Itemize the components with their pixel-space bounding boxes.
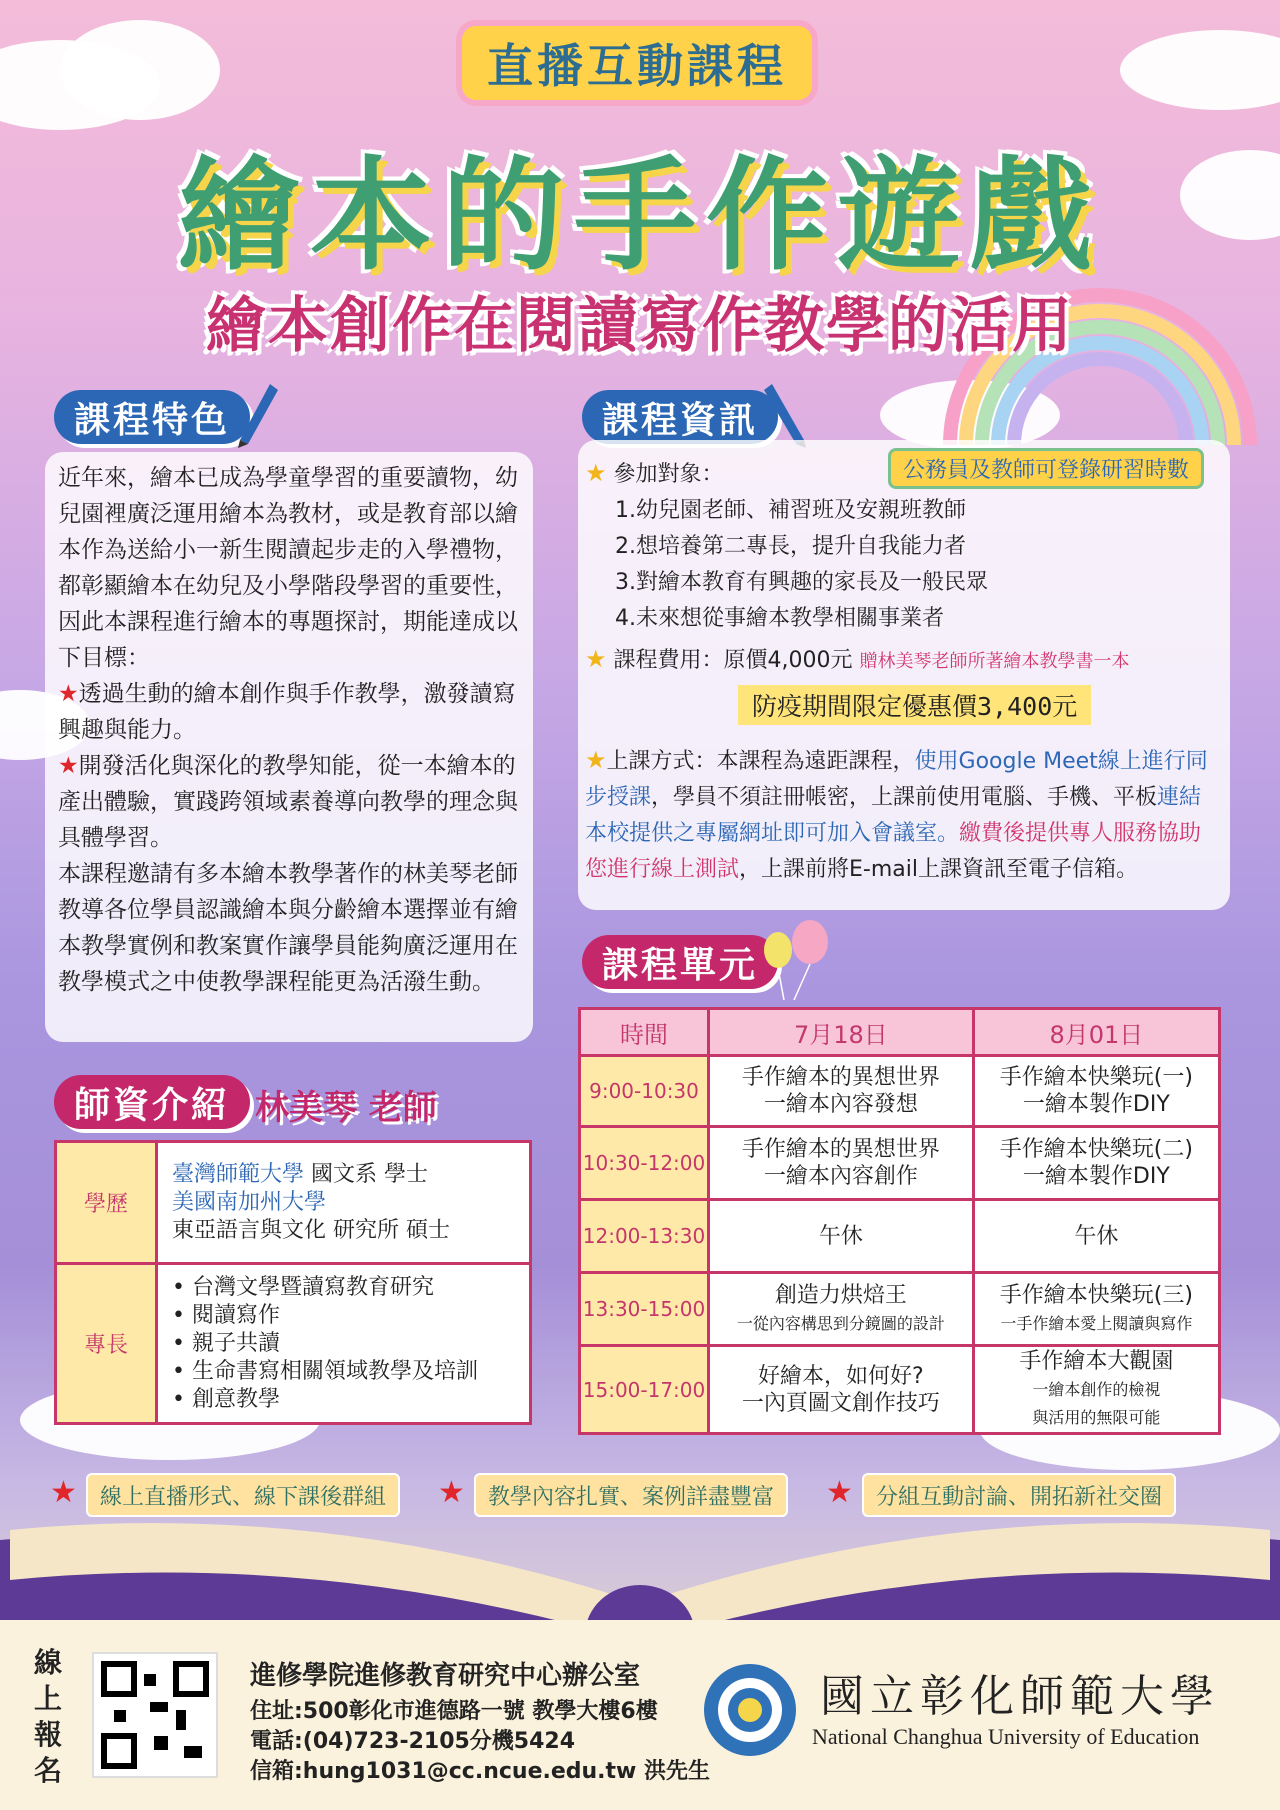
session-cell: 手作繪本快樂玩(三) 一手作繪本愛上閱讀與寫作 [973, 1273, 1219, 1346]
units-heading: 課程單元 [582, 935, 778, 989]
session-cell: 手作繪本大觀園 一繪本創作的檢視 與活用的無限可能 [973, 1346, 1219, 1434]
audience-item: 3.對繪本教育有興趣的家長及一般民眾 [615, 570, 988, 595]
star-icon: ★ [58, 681, 79, 707]
expertise-value [157, 1264, 531, 1424]
time-cell: 12:00-13:30 [580, 1200, 709, 1273]
session-cell: 手作繪本快樂玩(二) 一繪本製作DIY [973, 1127, 1219, 1200]
method-text: ★上課方式：本課程為遠距課程，使用Google Meet線上進行同步授課，學員不須註冊帳密，上課前使用電腦、手機、平板連結本校提供之專屬網址即可加入會議室。繳費後提供專人服務協助您進行線上測試，上課前將E-mail上課資訊至電子信箱。 [585, 746, 1208, 882]
star-icon: ★ [585, 746, 607, 774]
star-icon: ★ [50, 1475, 77, 1510]
pencil-icon [760, 378, 810, 448]
university-logo [700, 1660, 800, 1760]
table-row [580, 1200, 1220, 1273]
email[interactable]: 信箱:hung1031@cc.ncue.edu.tw 洪先生 [250, 1759, 711, 1784]
info-text [585, 455, 1235, 680]
features-closing: 本課程邀請有多本繪本教學著作的林美琴老師教導各位學員認識繪本與分齡繪本選擇並有繪本教學實例和教案實作讓學員能夠廣泛運用在教學模式之中使教學課程能更為活潑生動。 [58, 861, 518, 995]
office-name: 進修學院進修教育研究中心辦公室 [250, 1661, 641, 1691]
education-value: 臺灣師範大學 國文系 學士 美國南加州大學 東亞語言與文化 研究所 碩士 [157, 1142, 531, 1264]
university-name-zh: 國立彰化師範大學 [820, 1671, 1220, 1722]
page-title: 繪本的手作遊戲 [178, 145, 1102, 287]
teacher-heading: 師資介紹 [54, 1075, 250, 1129]
audience-item: 1.幼兒園老師、補習班及安親班教師 [615, 498, 966, 523]
star-icon: ★ [585, 645, 607, 673]
list-item: • 閱讀寫作 [172, 1302, 280, 1328]
info-heading: 課程資訊 [582, 390, 778, 444]
features-heading: 課程特色 [54, 390, 250, 444]
teacher-name: 林美琴 老師 [255, 1088, 437, 1128]
time-cell: 9:00-10:30 [580, 1056, 709, 1127]
features-text [58, 460, 528, 1000]
features-goal-1: ★透過生動的繪本創作與手作教學，激發讀寫興趣與能力。 [58, 681, 516, 743]
table-header-row [580, 1009, 1220, 1056]
university-name-en: National Changhua University of Education [812, 1724, 1200, 1749]
address: 住址:500彰化市進德路一號 教學大樓6樓 [250, 1699, 658, 1724]
list-item: • 生命書寫相關領域教學及培訓 [172, 1358, 478, 1384]
balloon-icon [758, 920, 838, 1000]
audience-item: 2.想培養第二專長，提升自我能力者 [615, 534, 966, 559]
table-row [56, 1142, 531, 1264]
time-cell: 10:30-12:00 [580, 1127, 709, 1200]
star-icon: ★ [826, 1475, 853, 1510]
audience-item: 4.未來想從事繪本教學相關事業者 [615, 606, 944, 631]
live-course-tag: 直播互動課程 [462, 26, 812, 100]
column-header: 時間 [580, 1009, 709, 1056]
list-item: • 創意教學 [172, 1386, 280, 1412]
highlight-badge: 教學內容扎實、案例詳盡豐富 [474, 1473, 788, 1517]
table-row [580, 1056, 1220, 1127]
star-icon: ★ [585, 459, 607, 487]
time-cell: 15:00-17:00 [580, 1346, 709, 1434]
session-cell: 手作繪本的異想世界 一繪本內容發想 [709, 1056, 974, 1127]
features-goal-2: ★開發活化與深化的教學知能，從一本繪本的產出體驗，實踐跨領域素養導向教學的理念與具體學習。 [58, 753, 518, 851]
register-label: 線上報名 [34, 1646, 63, 1787]
table-row [580, 1346, 1220, 1434]
audience-row: ★ 參加對象： [585, 459, 724, 487]
session-cell: 創造力烘焙王 一從內容構思到分鏡圖的設計 [709, 1273, 974, 1346]
star-icon: ★ [58, 753, 79, 779]
teacher-table [54, 1140, 532, 1425]
schedule-table [578, 1007, 1221, 1435]
features-intro: 近年來，繪本已成為學童學習的重要讀物，幼兒園裡廣泛運用繪本為教材，或是教育部以繪本作為送給小一新生閱讀起步走的入學禮物，都彰顯繪本在幼兒及小學階段學習的重要性，因此本課程進行繪本的專題探討，期能達成以下目標： [58, 465, 518, 671]
hours-badge: 公務員及教師可登錄研習時數 [888, 448, 1204, 489]
list-item: • 台灣文學暨讀寫教育研究 [172, 1274, 434, 1300]
table-row [56, 1264, 531, 1424]
discount-price: 防疫期間限定優惠價3,400元 [738, 685, 1091, 725]
cloud-decoration [60, 20, 220, 120]
expertise-label: 專長 [56, 1264, 157, 1424]
phone: 電話:(04)723-2105分機5424 [250, 1729, 576, 1754]
session-cell: 好繪本，如何好? 一內頁圖文創作技巧 [709, 1346, 974, 1434]
column-header: 7月18日 [709, 1009, 974, 1056]
pencil-icon [232, 378, 282, 448]
session-cell: 午休 [973, 1200, 1219, 1273]
highlight-badge: 分組互動討論、開拓新社交圈 [862, 1473, 1176, 1517]
session-cell: 午休 [709, 1200, 974, 1273]
session-cell: 手作繪本快樂玩(一) 一繪本製作DIY [973, 1056, 1219, 1127]
table-row [580, 1127, 1220, 1200]
session-cell: 手作繪本的異想世界 一繪本內容創作 [709, 1127, 974, 1200]
qr-code-icon [94, 1654, 216, 1776]
cloud-decoration [1120, 30, 1280, 110]
star-icon: ★ [438, 1475, 465, 1510]
qr-code[interactable] [92, 1652, 218, 1778]
education-label: 學歷 [56, 1142, 157, 1264]
list-item: • 親子共讀 [172, 1330, 280, 1356]
table-row [580, 1273, 1220, 1346]
fee-row: ★ 課程費用：原價4,000元 贈林美琴老師所著繪本教學書一本 [585, 645, 1130, 673]
column-header: 8月01日 [973, 1009, 1219, 1056]
page-subtitle: 繪本創作在閱讀寫作教學的活用 [206, 291, 1074, 361]
time-cell: 13:30-15:00 [580, 1273, 709, 1346]
highlight-badge: 線上直播形式、線下課後群組 [86, 1473, 400, 1517]
